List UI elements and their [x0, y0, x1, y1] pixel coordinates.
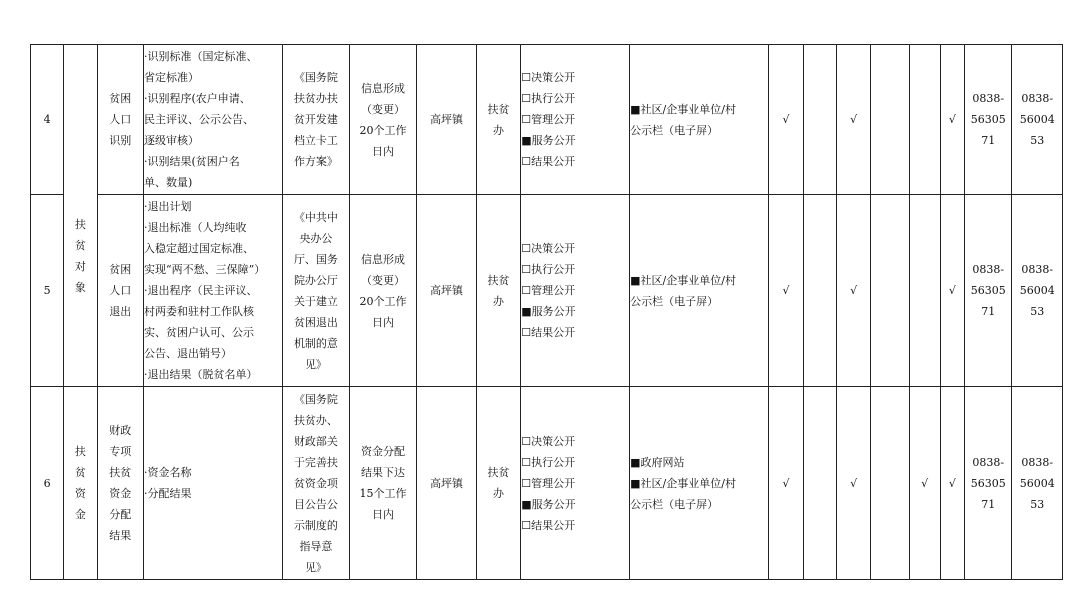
check-mark — [909, 45, 940, 195]
time-cell: 信息形成 （变更） 20个工作 日内 — [349, 195, 417, 387]
check-mark — [909, 195, 940, 387]
phone-cell: 0838- 56305 71 — [965, 387, 1012, 580]
dept-cell: 扶贫 办 — [476, 45, 520, 195]
check-mark: √ — [940, 387, 964, 580]
phone-cell: 0838- 56305 71 — [965, 195, 1012, 387]
scope-cell: ☐决策公开 ☐执行公开 ☐管理公开 ■服务公开 ☐结果公开 — [521, 45, 630, 195]
time-cell: 资金分配 结果下达 15个工作 日内 — [349, 387, 417, 580]
table-row — [31, 195, 1063, 387]
item-cell: 财政 专项 扶贫 资金 分配 结果 — [97, 387, 143, 580]
basis-cell: 《国务院 扶贫办扶 贫开发建 档立卡工 作方案》 — [283, 45, 350, 195]
check-mark: √ — [940, 195, 964, 387]
scope-cell: ☐决策公开 ☐执行公开 ☐管理公开 ■服务公开 ☐结果公开 — [521, 195, 630, 387]
subject-cell: 高坪镇 — [417, 45, 477, 195]
time-cell: 信息形成 （变更） 20个工作 日内 — [349, 45, 417, 195]
table-row — [31, 387, 1063, 580]
item-cell: 贫困 人口 退出 — [97, 195, 143, 387]
category-cell: 扶 贫 资 金 — [64, 387, 97, 580]
content-cell: ·资金名称 ·分配结果 — [143, 387, 282, 580]
basis-cell: 《中共中 央办公 厅、国务 院办公厅 关于建立 贫困退出 机制的意 见》 — [283, 195, 350, 387]
table-row — [31, 45, 1063, 195]
check-mark: √ — [909, 387, 940, 580]
content-cell: ·退出计划 ·退出标准（人均纯收 入稳定超过国定标准、 实现“两不愁、三保障”） ·退出程序（民主评议、 村两委和驻村工作队核 实、贫困户认可、公示 公告、退出销号） ·退出结果（脱贫名单） — [143, 195, 282, 387]
row-number: 6 — [31, 387, 64, 580]
check-mark — [803, 45, 836, 195]
disclosure-table — [30, 44, 1063, 580]
check-mark: √ — [769, 45, 803, 195]
phone-cell: 0838- 56004 53 — [1012, 45, 1063, 195]
row-number: 5 — [31, 195, 64, 387]
phone-cell: 0838- 56004 53 — [1012, 387, 1063, 580]
channel-cell: ■政府网站 ■社区/企事业单位/村 公示栏（电子屏） — [630, 387, 769, 580]
dept-cell: 扶贫 办 — [476, 387, 520, 580]
check-mark: √ — [836, 387, 870, 580]
category-cell: 扶 贫 对 象 — [64, 45, 97, 387]
check-mark: √ — [769, 387, 803, 580]
channel-cell: ■社区/企事业单位/村 公示栏（电子屏） — [630, 45, 769, 195]
check-mark — [871, 195, 909, 387]
item-cell: 贫困 人口 识别 — [97, 45, 143, 195]
check-mark: √ — [836, 195, 870, 387]
check-mark — [803, 387, 836, 580]
content-cell: ·识别标准（国定标准、 省定标准） ·识别程序(农户申请、 民主评议、公示公告、 逐级审核） ·识别结果(贫困户名 单、数量) — [143, 45, 282, 195]
scope-cell: ☐决策公开 ☐执行公开 ☐管理公开 ■服务公开 ☐结果公开 — [521, 387, 630, 580]
check-mark — [871, 45, 909, 195]
check-mark: √ — [836, 45, 870, 195]
phone-cell: 0838- 56004 53 — [1012, 195, 1063, 387]
check-mark — [871, 387, 909, 580]
check-mark: √ — [940, 45, 964, 195]
subject-cell: 高坪镇 — [417, 195, 477, 387]
check-mark: √ — [769, 195, 803, 387]
check-mark — [803, 195, 836, 387]
dept-cell: 扶贫 办 — [476, 195, 520, 387]
basis-cell: 《国务院 扶贫办、 财政部关 于完善扶 贫资金项 目公告公 示制度的 指导意 见》 — [283, 387, 350, 580]
subject-cell: 高坪镇 — [417, 387, 477, 580]
channel-cell: ■社区/企事业单位/村 公示栏（电子屏） — [630, 195, 769, 387]
phone-cell: 0838- 56305 71 — [965, 45, 1012, 195]
row-number: 4 — [31, 45, 64, 195]
